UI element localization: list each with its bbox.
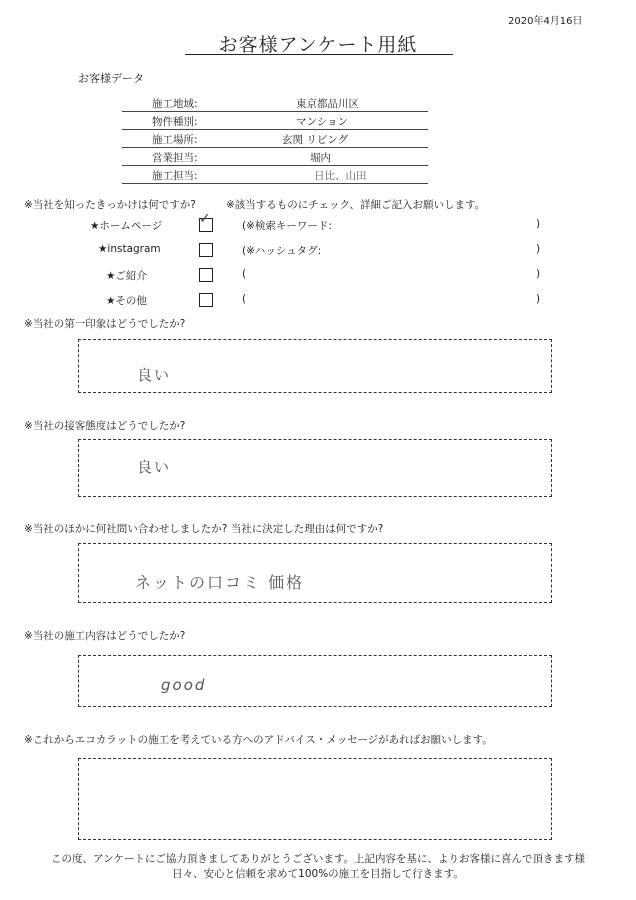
option-label-other: ★その他	[106, 295, 147, 307]
info-value-installer: 日比、山田	[314, 170, 367, 182]
answer-box-advice-message[interactable]	[78, 758, 552, 840]
info-label-property: 物件種別:	[152, 116, 198, 128]
footer-line-2: 日々、安心と信頼を求めて100%の施工を目指して行きます。	[172, 868, 464, 880]
answer-box-construction-quality[interactable]	[78, 655, 552, 707]
info-row-area	[122, 95, 428, 112]
answer-decision-reason: ネットの口コミ 価格	[135, 573, 305, 592]
info-label-location: 施工場所:	[152, 134, 198, 146]
checkmark-icon: ✓	[199, 211, 211, 227]
question-1-instruction: ※該当するものにチェック、詳細ご記入お願いします。	[226, 199, 486, 211]
option-detail-instagram: (※ハッシュタグ:	[242, 245, 322, 257]
info-value-sales: 堀内	[310, 152, 331, 164]
info-row-location	[122, 131, 428, 148]
checkbox-instagram[interactable]	[199, 243, 213, 257]
question-1: ※当社を知ったきっかけは何ですか?	[24, 199, 196, 211]
answer-box-service-attitude[interactable]	[78, 439, 552, 497]
answer-construction-quality: good	[161, 676, 207, 694]
question-2: ※当社の第一印象はどうでしたか?	[24, 318, 186, 330]
checkbox-referral[interactable]	[199, 268, 213, 282]
info-value-location: 玄関 リビング	[282, 134, 349, 146]
question-5: ※当社の施工内容はどうでしたか?	[24, 630, 186, 642]
answer-service-attitude: 良い	[137, 458, 172, 476]
question-4: ※当社のほかに何社問い合わせしましたか? 当社に決定した理由は何ですか?	[24, 523, 384, 535]
option-label-homepage: ★ホームページ	[90, 220, 163, 232]
option-label-instagram: ★instagram	[98, 243, 161, 255]
option-detail-homepage: (※検索キーワード:	[242, 220, 332, 232]
option-detail-referral: (	[242, 268, 247, 280]
option-detail-other: (	[242, 293, 247, 305]
page-title: お客様アンケート用紙	[218, 34, 418, 56]
checkbox-homepage[interactable]	[199, 211, 213, 232]
info-row-installer	[122, 167, 428, 184]
info-label-area: 施工地域:	[152, 98, 198, 110]
option-close-homepage: )	[536, 218, 541, 230]
survey-date: 2020年4月16日	[508, 16, 583, 27]
footer-line-1: この度、アンケートにご協力頂きましてありがとうございます。上記内容を基に、よりお客様に喜んで頂きます様	[50, 853, 586, 865]
title-underline	[185, 54, 453, 55]
answer-first-impression: 良い	[137, 366, 172, 384]
info-row-sales	[122, 149, 428, 166]
info-value-area: 東京都品川区	[296, 98, 359, 110]
info-label-installer: 施工担当:	[152, 170, 198, 182]
question-3: ※当社の接客態度はどうでしたか?	[24, 420, 186, 432]
option-close-referral: )	[536, 268, 541, 280]
option-label-referral: ★ご紹介	[106, 270, 147, 282]
customer-section-heading: お客様データ	[78, 72, 144, 85]
checkbox-other[interactable]	[199, 293, 213, 307]
option-close-other: )	[536, 293, 541, 305]
info-row-property	[122, 113, 428, 130]
answer-box-first-impression[interactable]	[78, 339, 552, 393]
question-6: ※これからエコカラットの施工を考えている方へのアドバイス・メッセージがあればお願いします。	[24, 734, 493, 746]
answer-box-decision-reason[interactable]	[78, 543, 552, 603]
info-value-property: マンション	[296, 116, 349, 128]
info-label-sales: 営業担当:	[152, 152, 198, 164]
option-close-instagram: )	[536, 243, 541, 255]
